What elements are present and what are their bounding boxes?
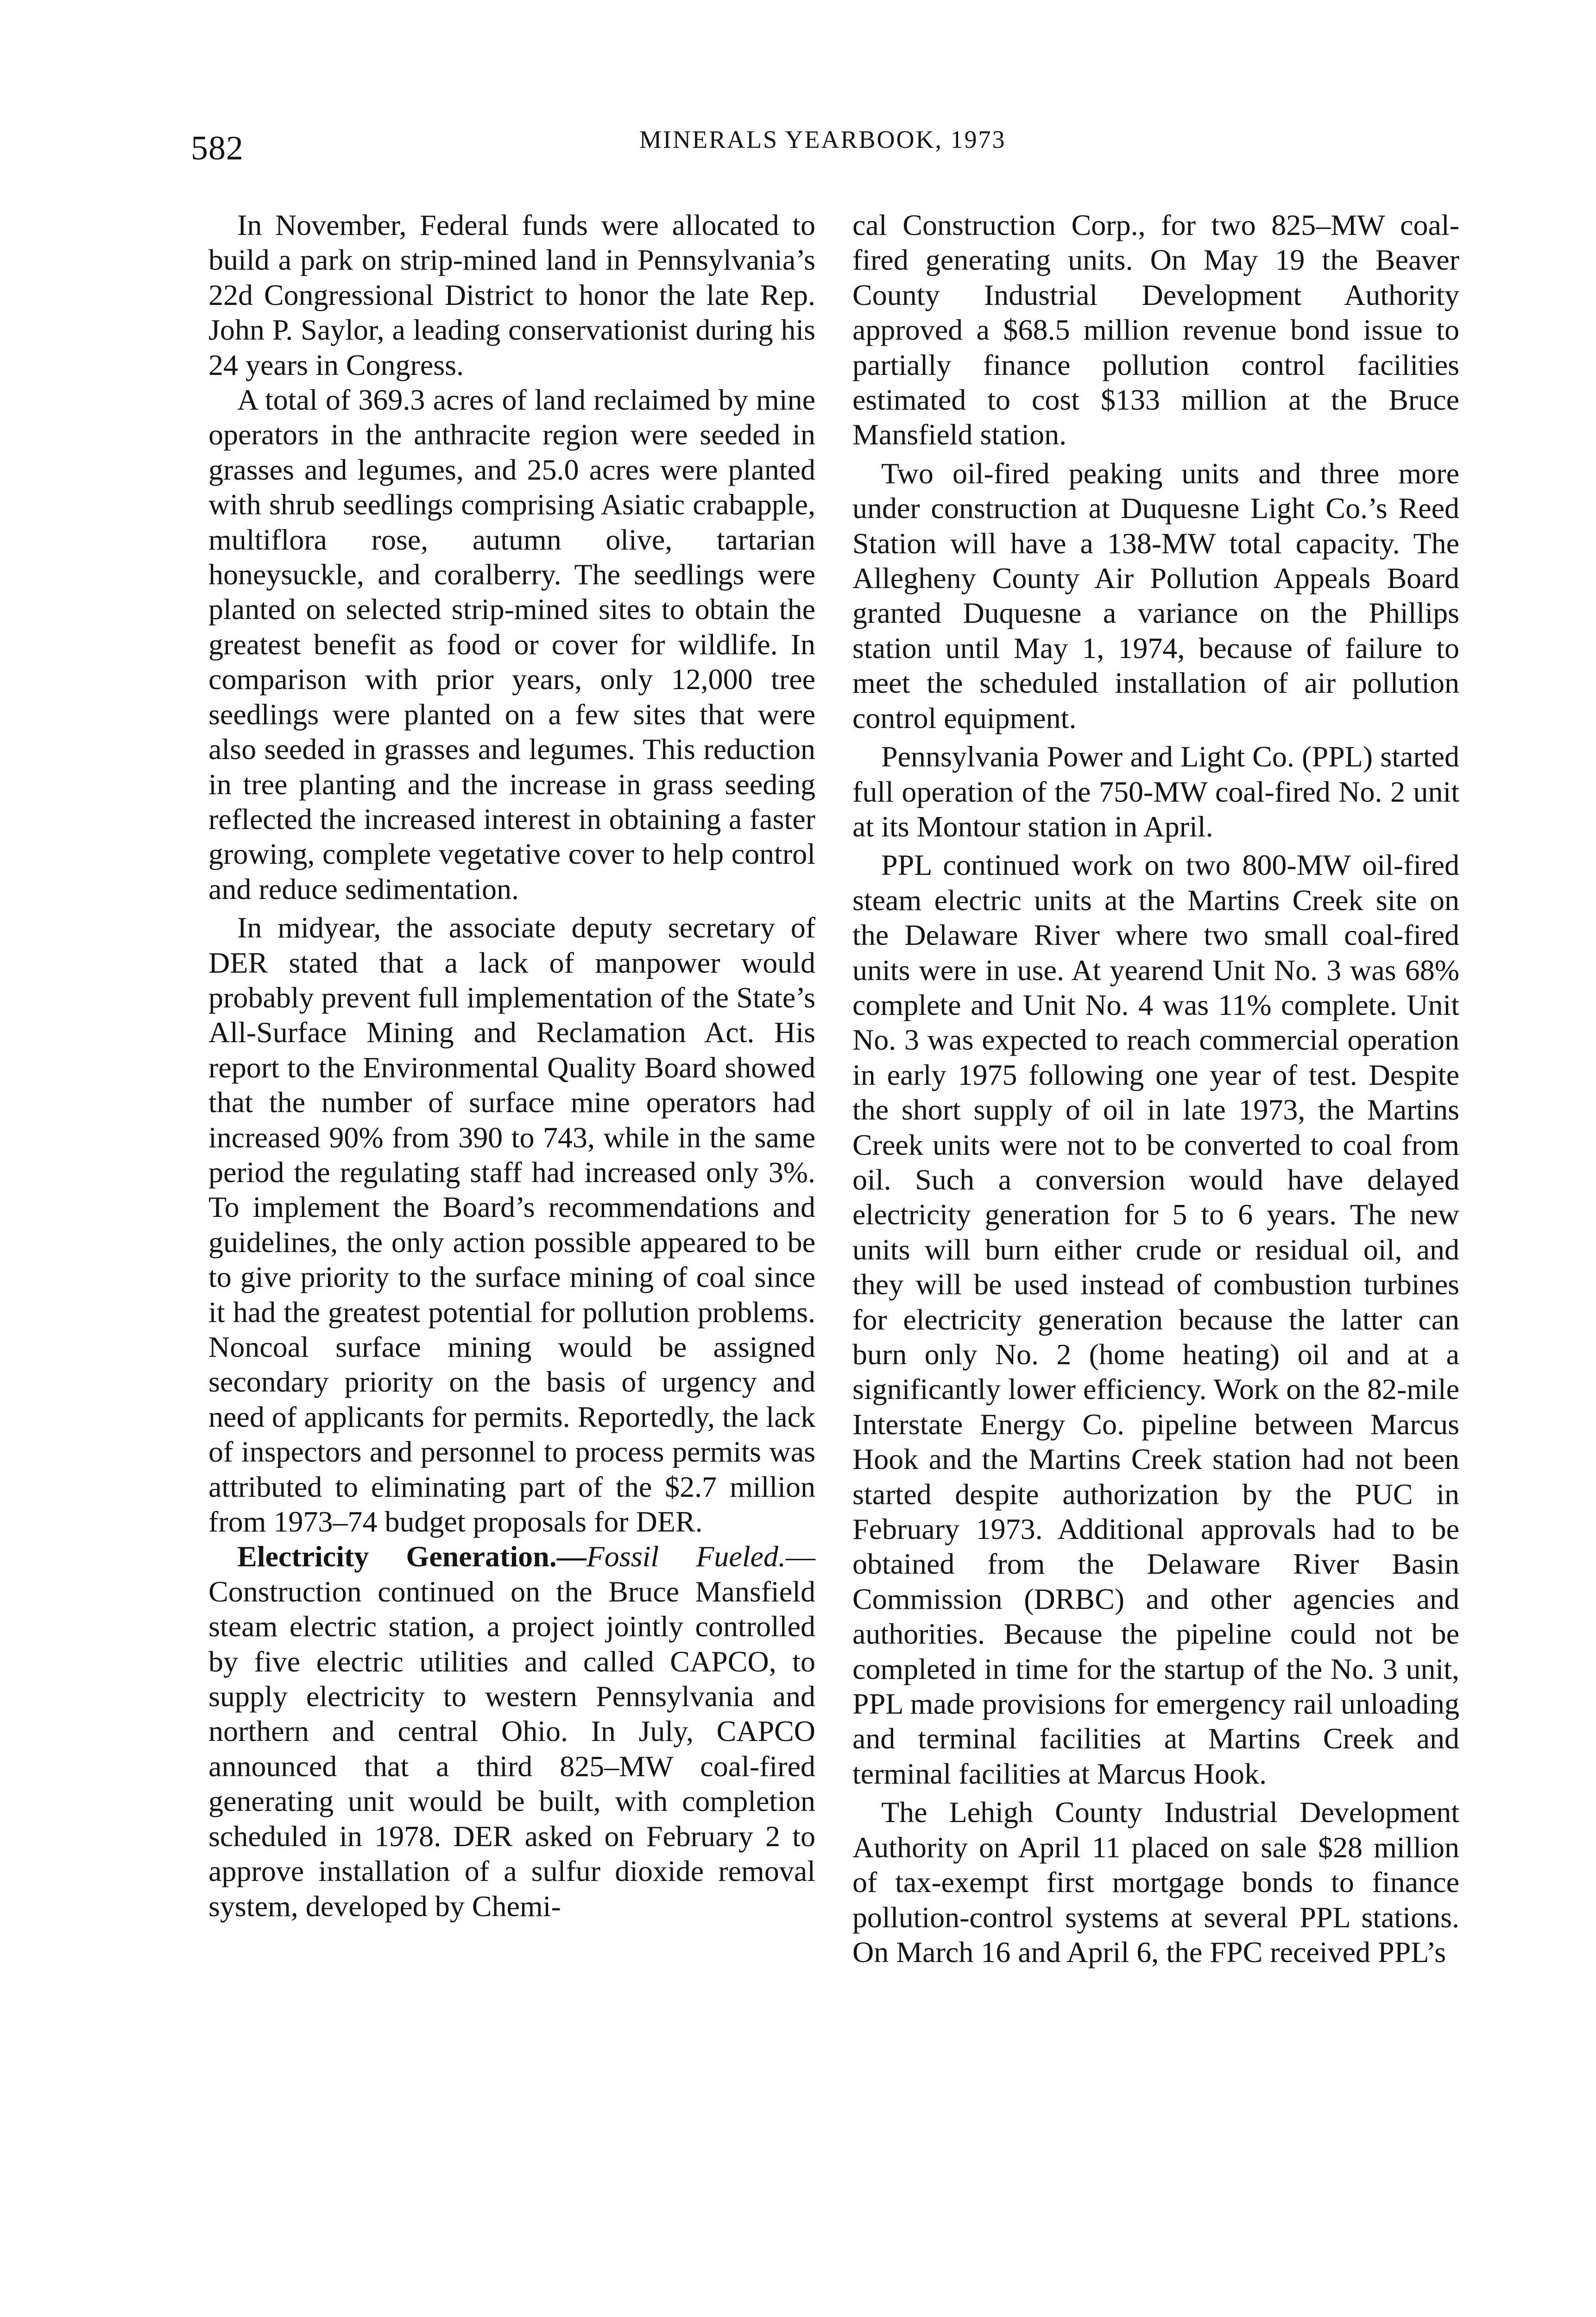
paragraph-der-manpower: In midyear, the associate deputy secretary of DER stated that a lack of manpower would probably prevent full implementation of the State’s All-Surface Mining and Reclamation Act. His report to the Environmental Quality Board showed that the number of surface mine operators had increased 90% from 390 to 743, while in the same period the regulating staff had increased only 3%. To implement the Board’s recommendations and guidelines, the only action possible appeared to be to give priority to the surface mining of coal since it had the greatest potential for pollution problems. Noncoal surface mining would be assigned secondary priority on the basis of urgency and need of applicants for permits. Reportedly, the lack of inspectors and personnel to process permits was attributed to eliminating part of the $2.7 million from 1973–74 budget proposals for DER. (208, 911, 815, 1538)
paragraph-chemical-construction: cal Construction Corp., for two 825–MW coal-fired generating units. On May 19 the Beaver County Industrial Development Authority approved a $68.5 million revenue bond issue to partially finance pollution control facilities estimated to cost $133 million at the Bruce Mansfield station. (852, 209, 1459, 451)
section-heading-electricity-generation: Electricity Generation.— (237, 1540, 587, 1573)
paragraph-park-funds: In November, Federal funds were allocated to build a park on strip-mined land in Pennsylvania’s 22d Congressional District to honor the late Rep. John P. Saylor, a leading conservationist during his 24 years in Congress. (208, 209, 815, 381)
subsection-heading-fossil-fueled: Fossil Fueled. (586, 1540, 786, 1573)
paragraph-electricity-generation (208, 1539, 815, 1923)
paragraph-lehigh-county: The Lehigh County Industrial Development Authority on April 11 placed on sale $28 million of tax-exempt first mortgage bonds to finance pollution-control systems at several PPL stations. On March 16 and April 6, the FPC received PPL’s (852, 1796, 1459, 1969)
paragraph-martins-creek: PPL continued work on two 800-MW oil-fired steam electric units at the Martins Creek site on the Delaware River where two small coal-fired units were in use. At yearend Unit No. 3 was 68% complete and Unit No. 4 was 11% complete. Unit No. 3 was expected to reach commercial operation in early 1975 following one year of test. Despite the short supply of oil in late 1973, the Martins Creek units were not to be converted to coal from oil. Such a conversion would have delayed electricity generation for 5 to 6 years. The new units will burn either crude or residual oil, and they will be used instead of combustion turbines for electricity generation because the latter can burn only No. 2 (home heating) oil and at a significantly lower efficiency. Work on the 82-mile Interstate Energy Co. pipeline between Marcus Hook and the Martins Creek station had not been started despite authorization by the PUC in February 1973. Additional approvals had to be obtained from the Delaware River Basin Commission (DRBC) and other agencies and authorities. Because the pipeline could not be completed in time for the startup of the No. 3 unit, PPL made provisions for emergency rail unloading and terminal facilities at Martins Creek and terminal facilities at Marcus Hook. (852, 848, 1459, 1790)
right-column (852, 208, 1459, 1969)
electricity-generation-text: Construction continued on the Bruce Mansfield steam electric station, a project jointly controlled by five electric utilities and called CAPCO, to supply electricity to western Pennsylvania and northern and central Ohio. In July, CAPCO announced that a third 825–MW coal-fired generating unit would be built, with completion scheduled in 1978. DER asked on February 2 to approve installation of a sulfur dioxide removal system, developed by Chemi- (208, 1575, 815, 1923)
page-number: 582 (191, 129, 244, 167)
paragraph-ppl-montour: Pennsylvania Power and Light Co. (PPL) started full operation of the 750-MW coal-fired No. 2 unit at its Montour station in April. (852, 740, 1459, 843)
paragraph-duquesne-light: Two oil-fired peaking units and three more under construction at Duquesne Light Co.’s Reed Station will have a 138-MW total capacity. The Allegheny County Air Pollution Appeals Board granted Duquesne a variance on the Phillips station until May 1, 1974, because of failure to meet the scheduled installation of air pollution control equipment. (852, 456, 1459, 734)
left-column (208, 208, 815, 1924)
paragraph-anthracite-reclamation: A total of 369.3 acres of land reclaimed by mine operators in the anthracite region were seeded in grasses and legumes, and 25.0 acres were planted with shrub seedlings comprising Asiatic crabapple, multiflora rose, autumn olive, tartarian honeysuckle, and coralberry. The seedlings were planted on selected strip-mined sites to obtain the greatest benefit as food or cover for wildlife. In comparison with prior years, only 12,000 tree seedlings were planted on a few sites that were also seeded in grasses and legumes. This reduction in tree planting and the increase in grass seeding reflected the increased interest in obtaining a faster growing, complete vegetative cover to help control and reduce sedimentation. (208, 383, 815, 905)
heading-dash: — (786, 1540, 815, 1573)
running-head: MINERALS YEARBOOK, 1973 (639, 126, 1006, 153)
